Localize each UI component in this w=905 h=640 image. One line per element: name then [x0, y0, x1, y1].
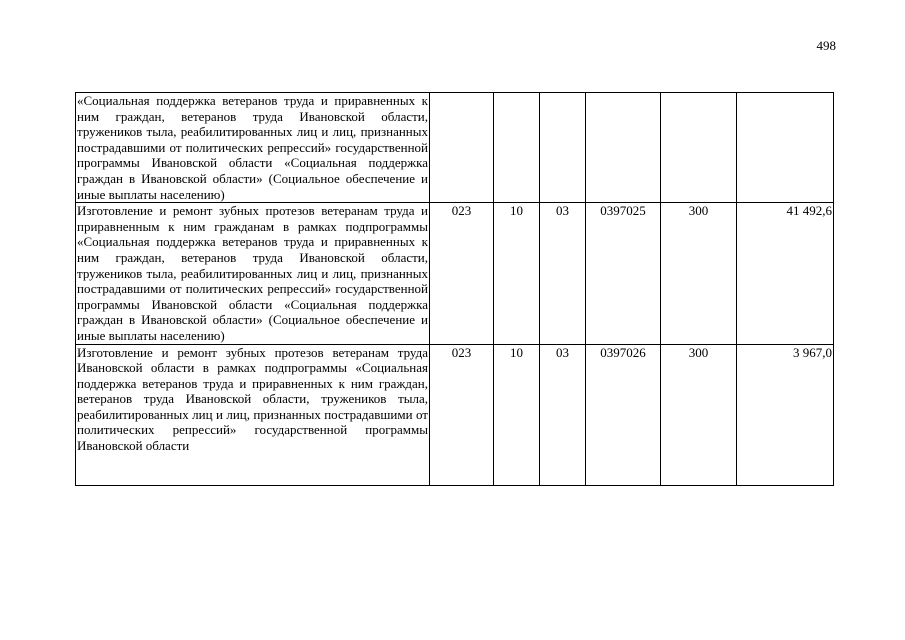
table-row [76, 93, 834, 203]
expense-type-code: 300 [661, 344, 737, 485]
row-description: Изготовление и ремонт зубных протезов ветеранам труда и приравненным к ним гражданам в рамках подпрограммы «Социальная поддержка ветеранов труда и приравненных к ним граждан, ветеранов труда Ивановской области, тружеников тыла, реабилитированных лиц и лиц, признанных пострадавшими от политических репрессий» государственной программы Ивановской области «Социальная поддержка граждан в Ивановской области» (Социальное обеспечение и иные выплаты населению) [77, 203, 428, 343]
subsection-code: 03 [540, 203, 586, 344]
amount: 41 492,6 [737, 203, 834, 344]
subsection-code: 03 [540, 344, 586, 485]
ved-code: 023 [430, 344, 494, 485]
target-article-code: 0397025 [586, 203, 661, 344]
row-description: Изготовление и ремонт зубных протезов ветеранам труда Ивановской области в рамках подпрограммы «Социальная поддержка ветеранов труда и приравненных к ним граждан, ветеранов труда Ивановской области, тружеников тыла, реабилитированных лиц и лиц, признанных пострадавшими от политических репрессий» государственной программы Ивановской области [77, 344, 428, 454]
row-description: «Социальная поддержка ветеранов труда и приравненных к ним граждан, ветеранов труда Ивановской области, тружеников тыла, реабилитированных лиц и лиц, признанных пострадавшими от политических репрессий» государственной программы Ивановской области «Социальная поддержка граждан в Ивановской области» (Социальное обеспечение и иные выплаты населению) [77, 93, 428, 202]
page-number: 498 [816, 38, 836, 53]
section-code [494, 93, 540, 203]
row-description-cell [76, 344, 430, 485]
budget-table [75, 92, 834, 486]
ved-code: 023 [430, 203, 494, 344]
target-article-code: 0397026 [586, 344, 661, 485]
expense-type-code [661, 93, 737, 203]
section-code: 10 [494, 203, 540, 344]
table-row [76, 344, 834, 485]
target-article-code [586, 93, 661, 203]
ved-code [430, 93, 494, 203]
amount [737, 93, 834, 203]
subsection-code [540, 93, 586, 203]
expense-type-code: 300 [661, 203, 737, 344]
section-code: 10 [494, 344, 540, 485]
amount: 3 967,0 [737, 344, 834, 485]
table-row [76, 203, 834, 344]
